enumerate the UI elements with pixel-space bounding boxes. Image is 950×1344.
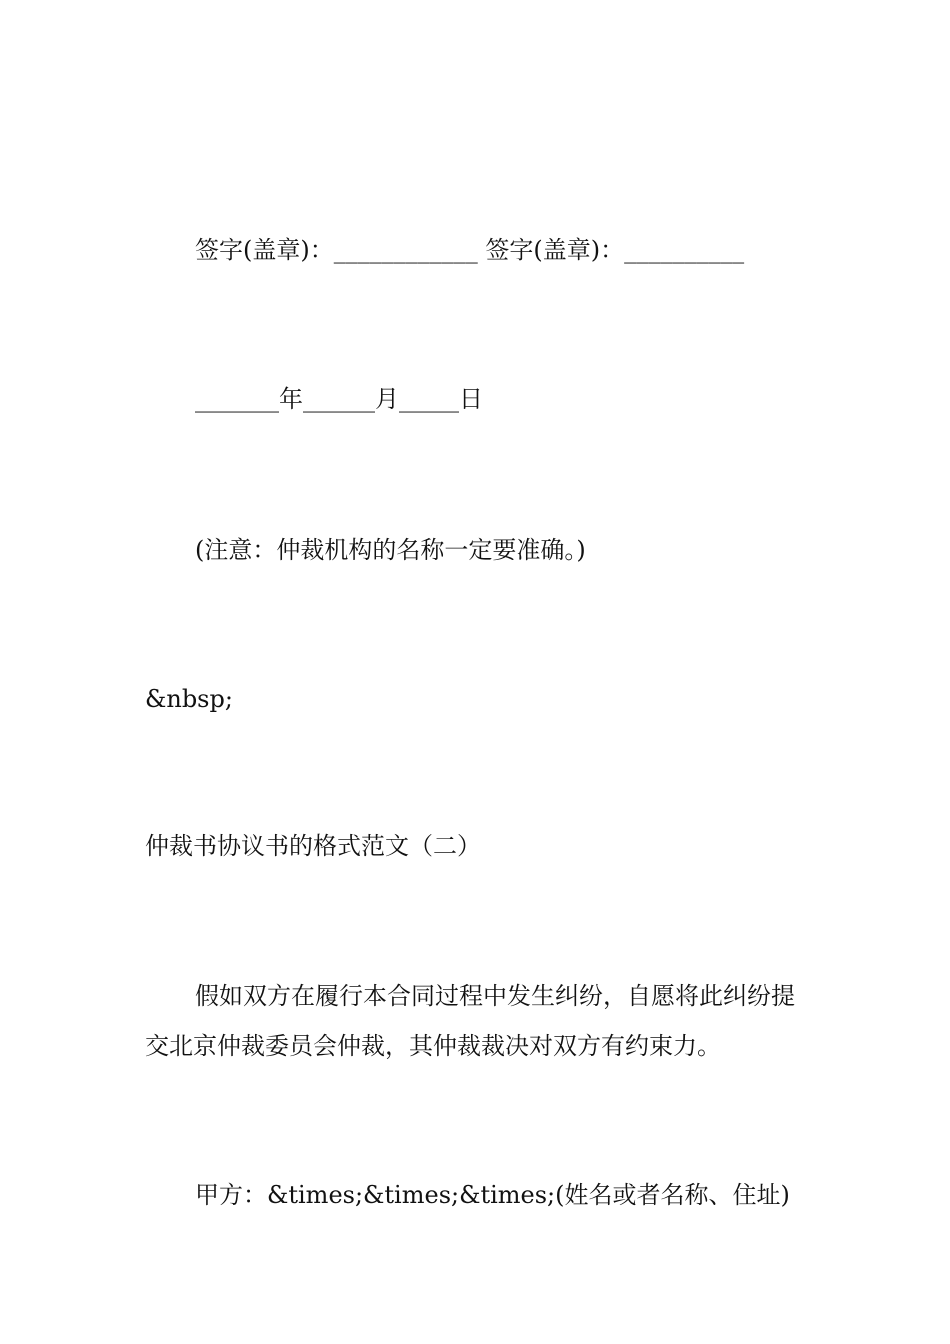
section-title: 仲裁书协议书的格式范文（二）	[145, 832, 481, 860]
body-paragraph: 假如双方在履行本合同过程中发生纠纷，自愿将此纠纷提交北京仲裁委员会仲裁，其仲裁裁决对双方有约束力。	[145, 982, 795, 1060]
party-a-line: 甲方：&times;&times;&times;(姓名或者名称、住址)	[195, 1181, 790, 1209]
date-line: _______年______月_____日	[195, 385, 483, 413]
nbsp-text: &nbsp;	[145, 685, 233, 713]
signature-line: 签字(盖章)：____________ 签字(盖章)：__________	[195, 236, 745, 264]
note-text: (注意：仲裁机构的名称一定要准确。)	[195, 536, 586, 564]
